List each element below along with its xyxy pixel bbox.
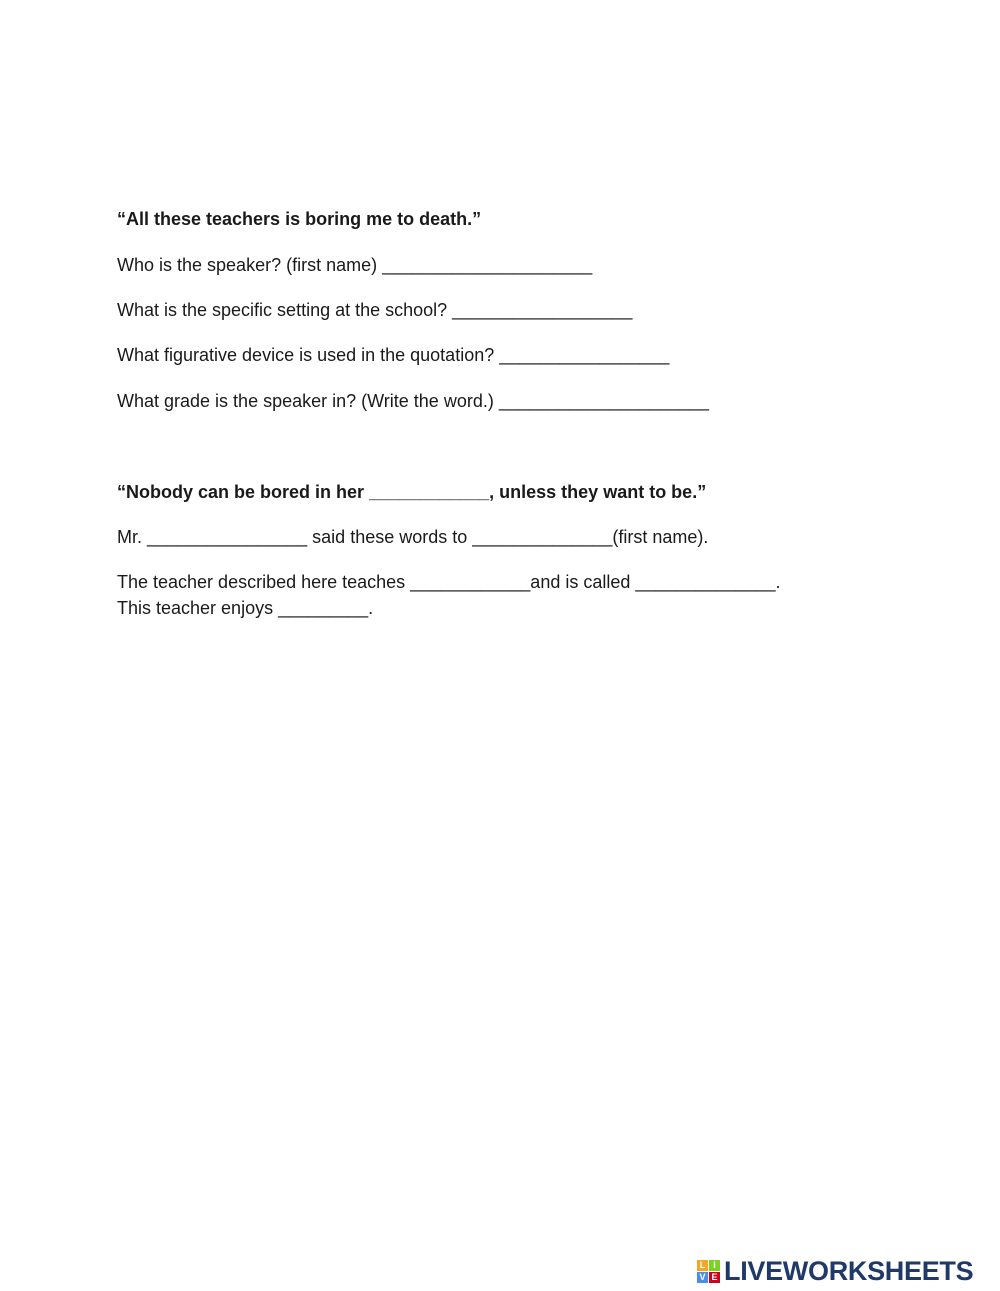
logo-blocks-icon: L I V E [697,1260,720,1283]
question-speaker: Who is the speaker? (first name) _____________________ [117,255,593,275]
quote-1: “All these teachers is boring me to death.” [117,209,482,229]
question-figurative-device: What figurative device is used in the quotation? _________________ [117,345,670,365]
question-mr-said: Mr. ________________ said these words to ______________(first name). [117,527,709,547]
logo-text: LIVEWORKSHEETS [724,1255,974,1286]
question-setting: What is the specific setting at the school? __________________ [117,300,633,320]
question-grade: What grade is the speaker in? (Write the word.) _____________________ [117,391,710,411]
liveworksheets-logo [697,1257,973,1285]
quote-2: “Nobody can be bored in her ____________, unless they want to be.” [117,482,707,502]
question-teacher-teaches: The teacher described here teaches ____________and is called ______________. [117,572,781,592]
question-teacher-enjoys: This teacher enjoys _________. [117,598,374,618]
